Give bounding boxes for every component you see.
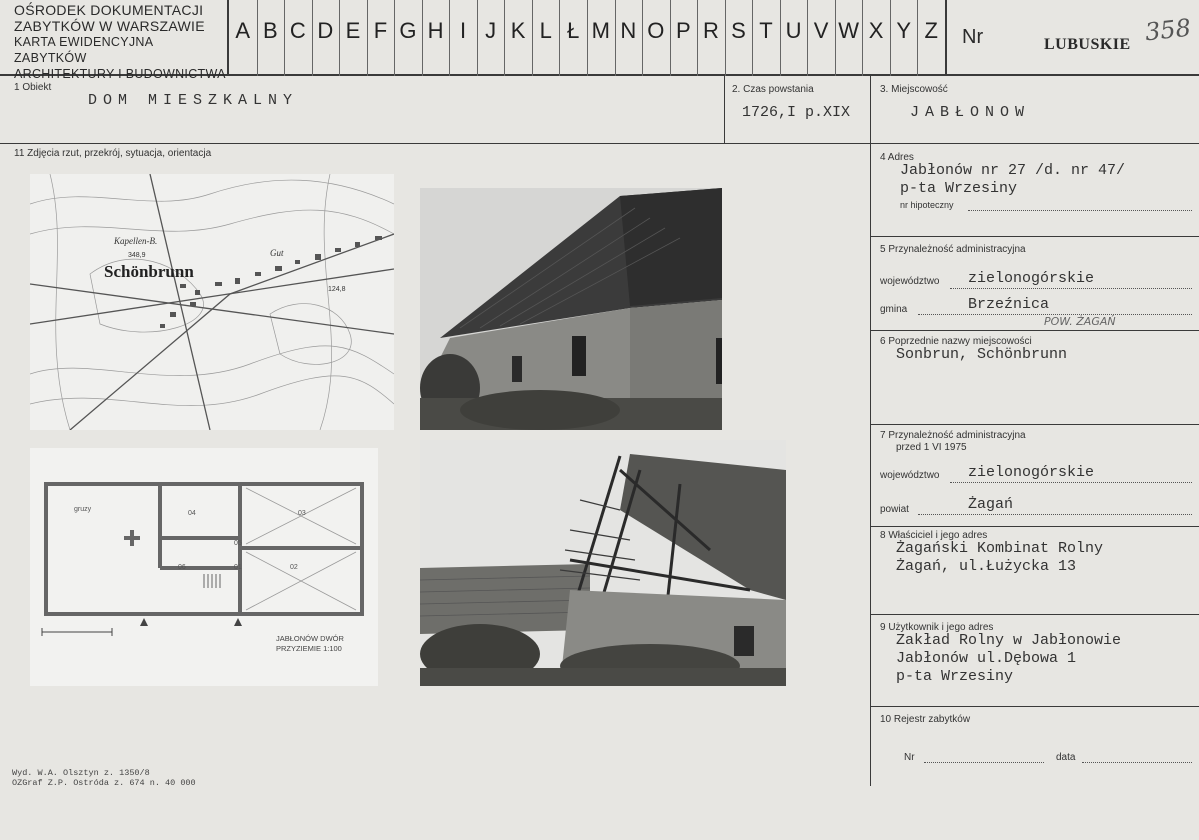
footer-print-line: OZGraf Z.P. Ostróda z. 674 n. 40 000 xyxy=(12,778,196,788)
alphabet-cell-divider xyxy=(615,0,616,76)
voivodeship-before-value: zielonogórskie xyxy=(968,464,1095,481)
alphabet-cell-divider xyxy=(780,0,781,76)
alphabet-letter: E xyxy=(345,18,361,43)
room-label: 05 xyxy=(234,540,242,547)
house-photo-2 xyxy=(420,440,786,686)
alphabet-letter: A xyxy=(235,18,251,43)
alphabet-cell-divider xyxy=(367,0,368,76)
box-line xyxy=(724,76,725,144)
plan-caption: PRZYZIEMIE 1:100 xyxy=(276,644,342,653)
district-label: powiat xyxy=(880,504,909,515)
institution-line: KARTA EWIDENCYJNA ZABYTKÓW xyxy=(14,35,153,65)
room-label: 02 xyxy=(290,564,298,571)
map-height: 348,9 xyxy=(128,252,146,259)
room-label: 06 xyxy=(178,564,186,571)
alphabet-cell-divider xyxy=(890,0,891,76)
alphabet-letter: V xyxy=(813,18,829,43)
alphabet-cell-divider xyxy=(807,0,808,76)
alphabet-letter: U xyxy=(785,18,802,43)
institution-line: OŚRODEK DOKUMENTACJI xyxy=(14,2,204,18)
dotted-line xyxy=(968,210,1192,211)
date-label: 2. Czas powstania xyxy=(732,84,814,95)
place-label: 3. Miejscowość xyxy=(880,84,948,95)
alphabet-cell-divider xyxy=(835,0,836,76)
alphabet-cell-divider xyxy=(587,0,588,76)
alphabet-letter: R xyxy=(702,18,719,43)
alphabet-cell-divider xyxy=(697,0,698,76)
header-nr-divider xyxy=(945,0,947,76)
mortgage-label: nr hipoteczny xyxy=(900,200,954,210)
owner-label: 8 Właściciel i jego adres xyxy=(880,530,988,541)
alphabet-cell-divider xyxy=(339,0,340,76)
alphabet-letter: O xyxy=(647,18,665,43)
place-value: JABŁONOW xyxy=(910,104,1031,121)
alphabet-cell-divider xyxy=(284,0,285,76)
voivodeship-before-label: województwo xyxy=(880,470,940,481)
floor-plan xyxy=(30,448,378,686)
alphabet-letter: M xyxy=(591,18,610,43)
commune-value: Brzeźnica xyxy=(968,296,1050,313)
alphabet-letter: B xyxy=(262,18,278,43)
district-value: Żagań xyxy=(968,496,1014,513)
alphabet-cell-divider xyxy=(449,0,450,76)
alphabet-letter: G xyxy=(399,18,417,43)
voivodeship-value: zielonogórskie xyxy=(968,270,1095,287)
date-value: 1726,I p.XIX xyxy=(742,104,851,121)
pencil-note: POW. ŻAGAŃ xyxy=(1044,315,1116,328)
alphabet-cell-divider xyxy=(422,0,423,76)
institution-line: ARCHITEKTURY I BUDOWNICTWA xyxy=(14,67,226,81)
box-line xyxy=(870,330,1199,331)
photos-label: 11 Zdjęcia rzut, przekrój, sytuacja, orientacja xyxy=(14,148,212,159)
address-label: 4 Adres xyxy=(880,152,914,163)
alphabet-cell-divider xyxy=(862,0,863,76)
province: LUBUSKIE xyxy=(1044,36,1131,53)
alphabet-letter: F xyxy=(373,18,388,43)
section-divider xyxy=(0,143,1199,144)
user-line2: Jabłonów ul.Dębowa 1 xyxy=(896,650,1077,667)
footer-print-line: Wyd. W.A. Olsztyn z. 1350/8 xyxy=(12,768,150,778)
house-photo-1 xyxy=(420,188,722,430)
plan-caption: JABŁONÓW DWÓR xyxy=(276,634,344,643)
user-line1: Zakład Rolny w Jabłonowie xyxy=(896,632,1122,649)
alphabet-cell-divider xyxy=(670,0,671,76)
map-label-kapellen: Kapellen-B. xyxy=(114,236,158,246)
owner-line1: Żagański Kombinat Rolny xyxy=(896,540,1104,557)
owner-line2: Żagań, ul.Łużycka 13 xyxy=(896,558,1077,575)
alphabet-letter: T xyxy=(759,18,773,43)
alphabet-letter: I xyxy=(460,18,467,43)
alphabet-letter: C xyxy=(289,18,306,43)
alphabet-letter: Z xyxy=(924,18,938,43)
alphabet-letter: D xyxy=(317,18,334,43)
alphabet-cell-divider xyxy=(312,0,313,76)
topographic-map xyxy=(30,174,394,430)
voivodeship-label: województwo xyxy=(880,276,940,287)
alphabet-letter: Ł xyxy=(567,18,580,43)
address-line2: p-ta Wrzesiny xyxy=(900,180,1018,197)
dotted-line xyxy=(950,482,1192,483)
alphabet-cell-divider xyxy=(477,0,478,76)
dotted-line xyxy=(924,762,1044,763)
dotted-line xyxy=(918,514,1192,515)
alphabet-cell-divider xyxy=(752,0,753,76)
address-line1: Jabłonów nr 27 /d. nr 47/ xyxy=(900,162,1126,179)
admin-before-date: przed 1 VI 1975 xyxy=(896,442,967,453)
object-label: 1 Obiekt xyxy=(14,82,52,93)
alphabet-letter: N xyxy=(620,18,637,43)
register-nr-label: Nr xyxy=(904,752,915,763)
alphabet-letter: W xyxy=(838,18,859,43)
box-line xyxy=(870,706,1199,707)
box-line xyxy=(870,614,1199,615)
map-height: 124,8 xyxy=(328,286,346,293)
alphabet-letter: Y xyxy=(896,18,912,43)
room-label: 03 xyxy=(298,510,306,517)
institution-line: ZABYTKÓW W WARSZAWIE xyxy=(14,18,205,34)
user-line3: p-ta Wrzesiny xyxy=(896,668,1014,685)
alphabet-cell-divider xyxy=(504,0,505,76)
room-label: gruzy xyxy=(74,506,92,513)
alphabet-letter: H xyxy=(427,18,444,43)
alphabet-letter: S xyxy=(731,18,746,43)
commune-label: gmina xyxy=(880,304,908,315)
dotted-line xyxy=(1082,762,1192,763)
map-place-name: Schönbrunn xyxy=(104,262,194,281)
alphabet-letter: X xyxy=(868,18,884,43)
alphabet-cell-divider xyxy=(642,0,643,76)
alphabet-letter: L xyxy=(539,18,552,43)
alphabet-cell-divider xyxy=(532,0,533,76)
alphabet-cell-divider xyxy=(917,0,918,76)
alphabet-cell-divider xyxy=(725,0,726,76)
user-label: 9 Użytkownik i jego adres xyxy=(880,622,994,633)
admin-before-label: 7 Przynależność administracyjna xyxy=(880,430,1026,441)
admin-label: 5 Przynależność administracyjna xyxy=(880,244,1026,255)
alphabet-letter: K xyxy=(510,18,526,43)
register-date-label: data xyxy=(1056,752,1076,763)
institution-block xyxy=(14,2,226,82)
former-names-label: 6 Poprzednie nazwy miejscowości xyxy=(880,336,1032,347)
alphabet-cell-divider xyxy=(394,0,395,76)
former-names-value: Sonbrun, Schönbrunn xyxy=(896,346,1068,363)
box-line xyxy=(870,76,871,786)
box-line xyxy=(870,424,1199,425)
alphabet-cell-divider xyxy=(257,0,258,76)
handwritten-number: 358 xyxy=(1143,13,1193,47)
register-label: 10 Rejestr zabytków xyxy=(880,714,971,725)
alphabet-letter: P xyxy=(676,18,691,43)
map-label-gut: Gut xyxy=(270,248,284,258)
alphabet-letter: J xyxy=(485,18,497,43)
dotted-line xyxy=(950,288,1192,289)
box-line xyxy=(870,526,1199,527)
box-line xyxy=(870,236,1199,237)
nr-label: Nr xyxy=(962,26,984,48)
room-label: 04 xyxy=(188,510,196,517)
object-value: DOM MIESZKALNY xyxy=(88,92,299,109)
room-label: 01 xyxy=(234,564,242,571)
alphabet-cell-divider xyxy=(559,0,560,76)
